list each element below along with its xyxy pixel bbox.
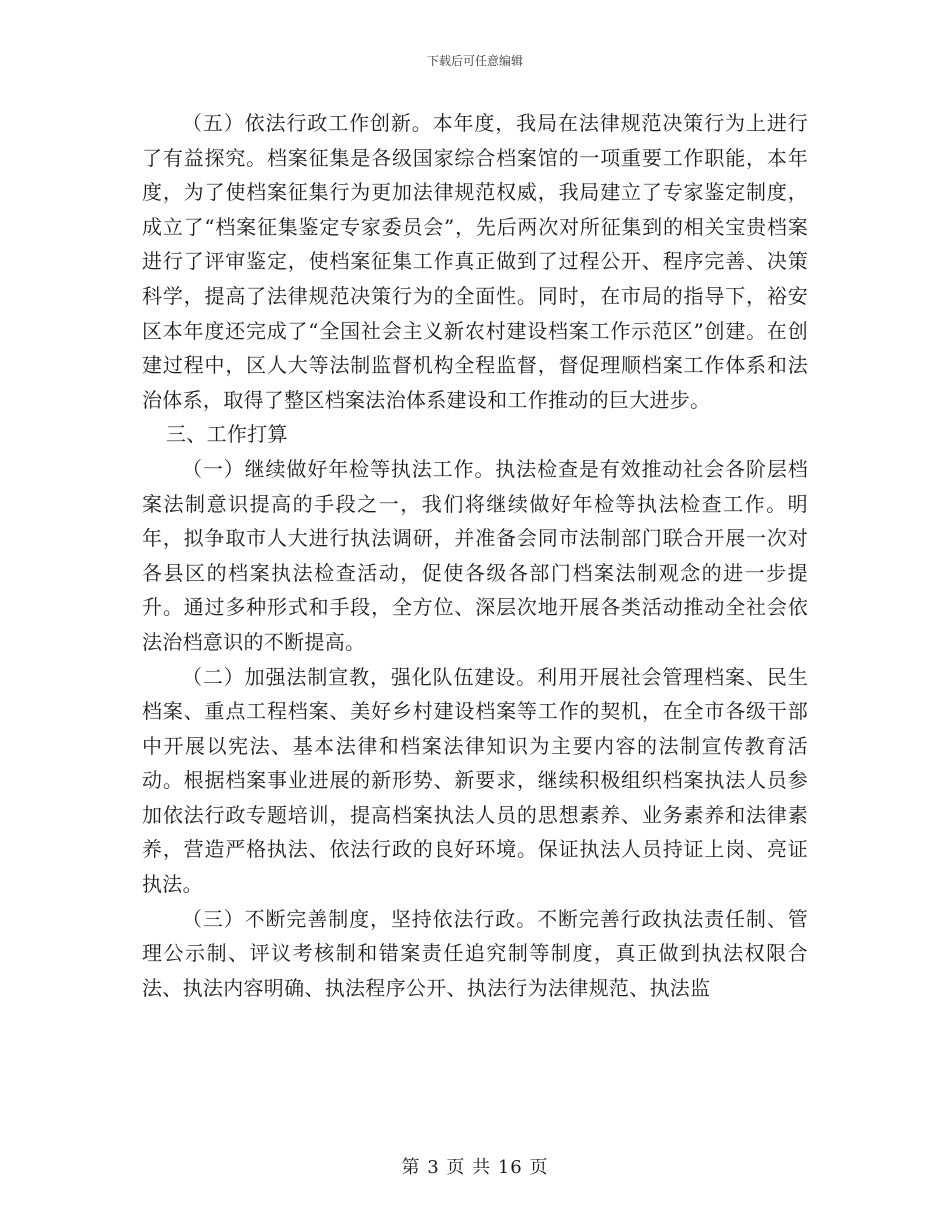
document-body — [142, 106, 808, 1005]
page-number: 第 3 页 共 16 页 — [401, 1157, 549, 1178]
paragraph-innovation: （五）依法行政工作创新。本年度，我局在法律规范决策行为上进行了有益探究。档案征集是各级国家综合档案馆的一项重要工作职能，本年度，为了使档案征集行为更加法律规范权威，我局建立了专家鉴定制度，成立了“档案征集鉴定专家委员会”，先后两次对所征集到的相关宝贵档案进行了评审鉴定，使档案征集工作真正做到了过程公开、程序完善、决策科学，提高了法律规范决策行为的全面性。同时，在市局的指导下，裕安区本年度还完成了“全国社会主义新农村建设档案工作示范区”创建。在创建过程中，区人大等法制监督机构全程监督，督促理顺档案工作体系和法治体系，取得了整区档案法治体系建设和工作推动的巨大进步。 — [142, 111, 808, 412]
header-note: 下载后可任意编辑 — [426, 54, 523, 68]
section-heading-work-plan: 三、工作打算 — [166, 422, 288, 447]
paragraph-improve-systems: （三）不断完善制度，坚持依法行政。不断完善行政执法责任制、管理公示制、评议考核制和错案责任追究制等制度，真正做到执法权限合法、执法内容明确、执法程序公开、执法行为法律规范、执法监 — [142, 906, 808, 1000]
paragraph-legal-education: （二）加强法制宣教，强化队伍建设。利用开展社会管理档案、民生档案、重点工程档案、美好乡村建设档案等工作的契机，在全市各级干部中开展以宪法、基本法律和档案法律知识为主要内容的法制宣传教育活动。根据档案事业进展的新形势、新要求，继续积极组织档案执法人员参加依法行政专题培训，提高档案执法人员的思想素养、业务素养和法律素养，营造严格执法、依法行政的良好环境。保证执法人员持证上岗、亮证执法。 — [142, 664, 808, 897]
paragraph-law-enforcement: （一）继续做好年检等执法工作。执法检查是有效推动社会各阶层档案法制意识提高的手段之一，我们将继续做好年检等执法检查工作。明年，拟争取市人大进行执法调研，并准备会同市法制部门联合开展一次对各县区的档案执法检查活动，促使各级各部门档案法制观念的进一步提升。通过多种形式和手段，全方位、深层次地开展各类活动推动全社会依法治档意识的不断提高。 — [142, 456, 808, 654]
